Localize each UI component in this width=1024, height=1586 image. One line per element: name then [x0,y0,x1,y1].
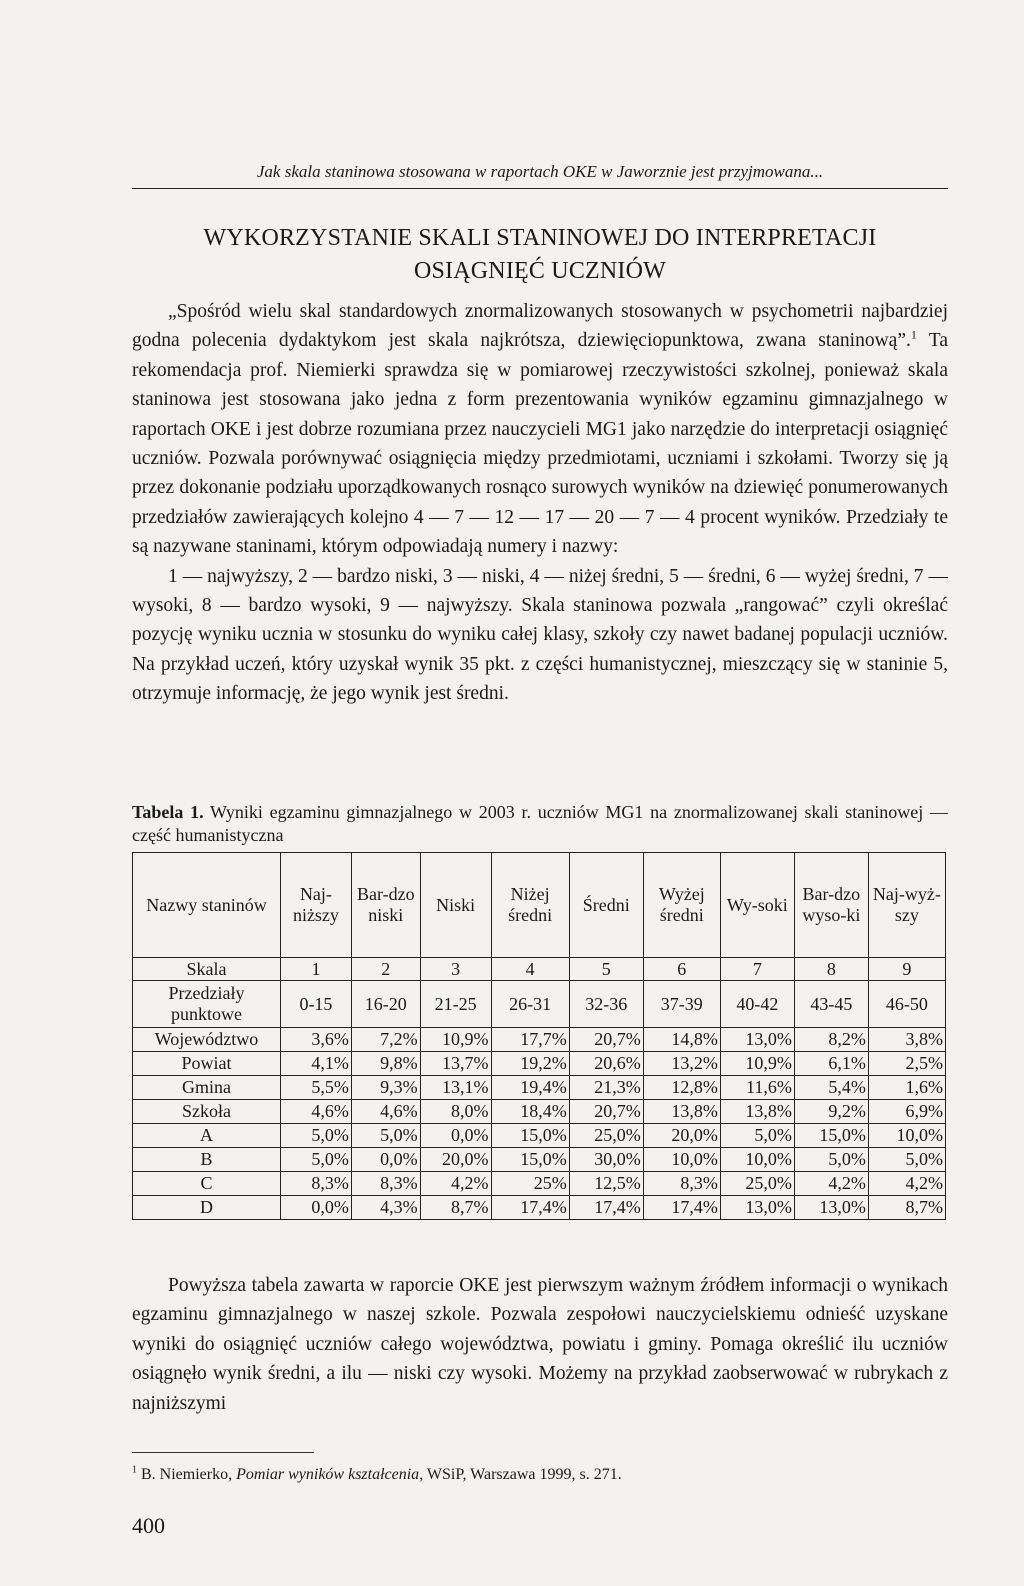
table-cell: 30,0% [569,1148,643,1172]
paragraph-2: 1 — najwyższy, 2 — bardzo niski, 3 — niski, 4 — niżej średni, 5 — średni, 6 — wyżej średni, 7 — wysoki, 8 — bardzo wysoki, 9 — najwyższy. Skala staninowa pozwala „rangować” czyli określać pozycję wyniku ucznia w stosunku do wyniku całej klasy, szkoły czy nawet badanej populacji uczniów. Na przykład uczeń, który uzyskał wynik 35 pkt. z części humanistycznej, mieszczący się w staninie 5, otrzymuje informację, że jego wynik jest średni. [132,565,948,705]
table-cell: 11,6% [720,1076,794,1100]
table-cell: 8,0% [420,1100,491,1124]
table-cell: 5,0% [720,1124,794,1148]
footnote-rule [132,1452,314,1453]
table-cell: 20,6% [569,1052,643,1076]
table-cell: 1 [281,958,352,981]
table-cell: 15,0% [491,1124,569,1148]
table-cell: 10,0% [868,1124,945,1148]
page-number: 400 [132,1513,165,1538]
table-cell: 2 [351,958,420,981]
footnote-author: B. Niemierko, [137,1466,237,1483]
table-cell: 13,8% [643,1100,720,1124]
body-paragraphs-bottom [132,1271,948,1418]
table-cell: 13,0% [720,1196,794,1220]
table-cell: 4,2% [868,1172,945,1196]
section-title-line-2: OSIĄGNIĘĆ UCZNIÓW [413,258,667,284]
table-cell: 13,0% [794,1196,868,1220]
table-cell: 4,1% [281,1052,352,1076]
table-cell: 13,0% [720,1028,794,1052]
paragraph-1-rest: Ta rekomendacja prof. Niemierki sprawdza się w pomiarowej rzeczywistości szkolnej, ponieważ skala staninowa jest stosowana jako jedna z form prezentowania wyników egzaminu gimnazjalnego w raportach OKE i jest dobrze rozumiana przez nauczycieli MG1 jako narzędzie do interpretacji osiągnięć uczniów. Pozwala porównywać osiągnięcia między przedmiotami, uczniami i szkołami. Tworzy się ją przez dokonanie podziału uporządkowanych rosnąco surowych wyników na dziewięć ponumerowanych przedziałów zawierających kolejno 4 — 7 — 12 — 17 — 20 — 7 — 4 procent wyników. Przedziały te są nazywane staninami, którym odpowiadają numery i nazwy: [132,330,948,558]
table-header-row [133,853,946,958]
table-cell: 9,8% [351,1052,420,1076]
table-cell: 3 [420,958,491,981]
table-cell: 5,0% [351,1124,420,1148]
table-cell: 12,5% [569,1172,643,1196]
row-label: Szkoła [133,1100,281,1124]
header-cell: Wy-soki [720,853,794,958]
table-cell: 25,0% [569,1124,643,1148]
table-caption-text: Wyniki egzaminu gimnazjalnego w 2003 r. uczniów MG1 na znormalizowanej skali staninowej — część humanistyczna [132,802,948,845]
row-label: Skala [133,958,281,981]
table-cell: 21,3% [569,1076,643,1100]
table-cell: 7 [720,958,794,981]
table-cell: 4,3% [351,1196,420,1220]
table-cell: 6,9% [868,1100,945,1124]
header-cell: Naj-wyż-szy [868,853,945,958]
table-cell: 8,3% [351,1172,420,1196]
table-cell: 26-31 [491,981,569,1028]
table-cell: 20,7% [569,1100,643,1124]
table-cell: 13,2% [643,1052,720,1076]
table-cell: 4,2% [420,1172,491,1196]
table-cell: 17,7% [491,1028,569,1052]
table-cell: 0-15 [281,981,352,1028]
stanine-table [132,852,946,1220]
row-label: D [133,1196,281,1220]
table-cell: 5,0% [868,1148,945,1172]
table-cell: 5 [569,958,643,981]
running-head: Jak skala staninowa stosowana w raportach OKE w Jaworznie jest przyjmowana... [132,162,948,189]
table-cell: 5,5% [281,1076,352,1100]
table-cell: 17,4% [643,1196,720,1220]
table-cell: 16-20 [351,981,420,1028]
table-cell: 9 [868,958,945,981]
footnote-ref: 1 [910,327,917,342]
table-cell: 4 [491,958,569,981]
table-cell: 20,0% [420,1148,491,1172]
table-cell: 13,7% [420,1052,491,1076]
table-row [133,1076,946,1100]
table-cell: 17,4% [569,1196,643,1220]
header-cell: Naj-niższy [281,853,352,958]
table-row [133,1100,946,1124]
table-row [133,1028,946,1052]
paragraph-3: Powyższa tabela zawarta w raporcie OKE jest pierwszym ważnym źródłem informacji o wynikach egzaminu gimnazjalnego w naszej szkole. Pozwala zespołowi nauczycielskiemu odnieść uzyskane wyniki do osiągnięć uczniów całego województwa, powiatu i gminy. Pomaga określić ilu uczniów osiągnęło wynik średni, a ilu — niski czy wysoki. Możemy na przykład zaobserwować w rubrykach z najniższymi [132,1275,948,1414]
header-cell: Niżej średni [491,853,569,958]
table-cell: 5,0% [281,1124,352,1148]
row-label: C [133,1172,281,1196]
table-cell: 15,0% [491,1148,569,1172]
header-cell: Średni [569,853,643,958]
table-cell: 32-36 [569,981,643,1028]
table-cell: 20,7% [569,1028,643,1052]
table-cell: 5,4% [794,1076,868,1100]
body-paragraphs-top [132,297,948,709]
table-cell: 5,0% [281,1148,352,1172]
table-cell: 6 [643,958,720,981]
table-cell: 12,8% [643,1076,720,1100]
table-cell: 4,6% [351,1100,420,1124]
table-row [133,1052,946,1076]
table-cell: 19,4% [491,1076,569,1100]
footnote-mark: 1 [132,1464,137,1476]
table-cell: 8,7% [868,1196,945,1220]
table-cell: 1,6% [868,1076,945,1100]
table-cell: 13,8% [720,1100,794,1124]
table-cell: 0,0% [420,1124,491,1148]
header-cell: Bar-dzo wyso-ki [794,853,868,958]
paragraph-1-quote: „Spośród wielu skal standardowych znormalizowanych stosowanych w psychometrii najbardziej godna polecenia dydaktykom jest skala najkrótsza, dziewięciopunktowa, zwana staninową”. [132,301,948,352]
table-cell: 17,4% [491,1196,569,1220]
table-row [133,1172,946,1196]
table-row-skala [133,958,946,981]
table-cell: 6,1% [794,1052,868,1076]
table-row [133,1124,946,1148]
footnote [132,1466,948,1484]
table-cell: 10,9% [420,1028,491,1052]
row-label: Przedziały punktowe [133,981,281,1028]
paragraph-1 [132,297,948,562]
table-row-przedzialy [133,981,946,1028]
table-cell: 8,3% [281,1172,352,1196]
table-cell: 5,0% [794,1148,868,1172]
table-row [133,1148,946,1172]
footnote-book-title: Pomiar wyników kształcenia [236,1466,420,1483]
table-cell: 4,6% [281,1100,352,1124]
table-cell: 8 [794,958,868,981]
table-cell: 18,4% [491,1100,569,1124]
table-cell: 9,3% [351,1076,420,1100]
table-cell: 40-42 [720,981,794,1028]
table-cell: 37-39 [643,981,720,1028]
table-cell: 13,1% [420,1076,491,1100]
table-cell: 2,5% [868,1052,945,1076]
table-cell: 20,0% [643,1124,720,1148]
table-cell: 0,0% [281,1196,352,1220]
table-cell: 9,2% [794,1100,868,1124]
table-caption-label: Tabela 1. [132,802,204,822]
header-stanine-names: Nazwy staninów [133,853,281,958]
table-cell: 0,0% [351,1148,420,1172]
header-cell: Niski [420,853,491,958]
table-cell: 25% [491,1172,569,1196]
table-cell: 43-45 [794,981,868,1028]
table-cell: 14,8% [643,1028,720,1052]
table-cell: 10,0% [643,1148,720,1172]
table-cell: 3,8% [868,1028,945,1052]
table-cell: 15,0% [794,1124,868,1148]
table-cell: 10,0% [720,1148,794,1172]
row-label: Województwo [133,1028,281,1052]
section-title-line-1: WYKORZYSTANIE SKALI STANINOWEJ DO INTERPRETACJI [203,225,877,251]
table-cell: 8,7% [420,1196,491,1220]
section-title [132,222,948,288]
table-cell: 21-25 [420,981,491,1028]
table-cell: 25,0% [720,1172,794,1196]
table-cell: 3,6% [281,1028,352,1052]
table-row [133,1196,946,1220]
table-cell: 4,2% [794,1172,868,1196]
table-cell: 19,2% [491,1052,569,1076]
row-label: A [133,1124,281,1148]
row-label: Powiat [133,1052,281,1076]
table-cell: 46-50 [868,981,945,1028]
footnote-publisher: , WSiP, Warszawa 1999, s. 271. [419,1466,622,1483]
header-cell: Wyżej średni [643,853,720,958]
table-cell: 10,9% [720,1052,794,1076]
table-caption [132,801,948,847]
row-label: B [133,1148,281,1172]
table-cell: 8,3% [643,1172,720,1196]
table-cell: 7,2% [351,1028,420,1052]
header-cell: Bar-dzo niski [351,853,420,958]
row-label: Gmina [133,1076,281,1100]
table-cell: 8,2% [794,1028,868,1052]
